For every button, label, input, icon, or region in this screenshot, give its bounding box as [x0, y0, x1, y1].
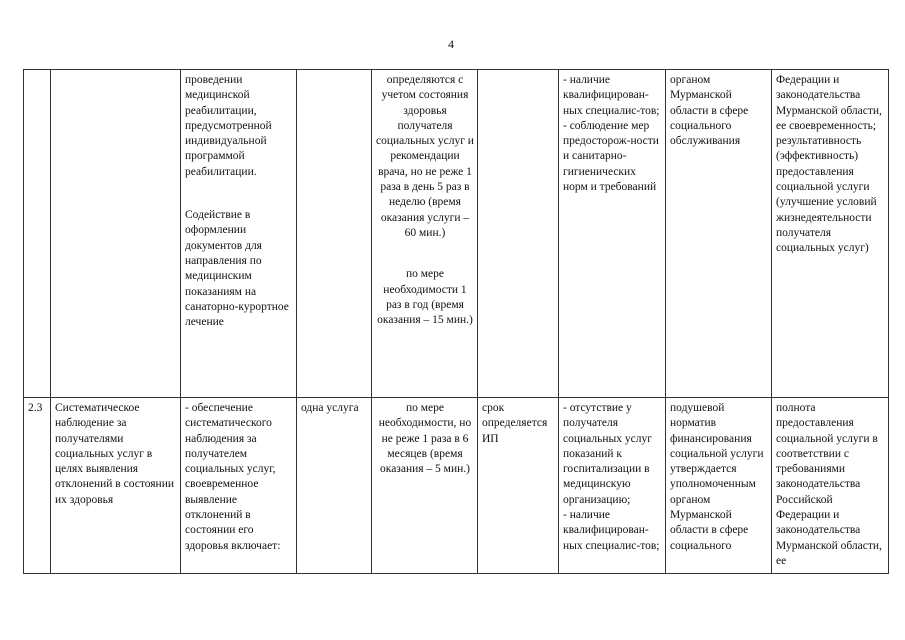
- cell-service-term: срок определяется ИП: [478, 398, 559, 574]
- cell-service-norm: подушевой норматив финансирования социальной услуги утверждается уполномоченным органом Мурманской области в сфере социального: [666, 398, 772, 574]
- cell-service-conditions: - отсутствие у получателя социальных услуг показаний к госпитализации в медицинскую организацию; - наличие квалифицирован-ных специалис-тов;: [559, 398, 666, 574]
- cell-indicators: Федерации и законодательства Мурманской области, ее своевременность; результативность (эффективность) предоставления социальной услуги (улучшение условий жизнедеятельности получателя социальных услуг): [772, 70, 889, 398]
- cell-service-periodicity: по мере необходимости, но не реже 1 раза в 6 месяцев (время оказания – 5 мин.): [372, 398, 478, 574]
- services-table: [23, 69, 889, 574]
- cell-num: 2.3: [24, 398, 51, 574]
- periodicity-text-sanatorium: по мере необходимости 1 раз в год (время оказания – 15 мин.): [377, 268, 473, 327]
- table-row-continued: [24, 70, 889, 398]
- cell-name-empty: [51, 70, 181, 398]
- cell-volume-empty: [297, 70, 372, 398]
- page-number: 4: [448, 37, 454, 51]
- cell-service-content: - обеспечение систематического наблюдения за получателем социальных услуг, своевременное выявление отклонений в состоянии его здоровья включает:: [181, 398, 297, 574]
- cell-periodicity: [372, 70, 478, 398]
- cell-service-indicators: полнота предоставления социальной услуги в соответствии с требованиями законодательства Российской Федерации и законодательства Мурманской области, ее: [772, 398, 889, 574]
- periodicity-text-rehab: определяются с учетом состояния здоровья получателя социальных услуг и рекомендации врача, но не реже 1 раза в день 5 раз в неделю (время оказания услуги – 60 мин.): [376, 74, 474, 239]
- table-row-2-3: [24, 398, 889, 574]
- cell-num-empty: [24, 70, 51, 398]
- cell-norm: органом Мурманской области в сфере социального обслуживания: [666, 70, 772, 398]
- cell-service-volume: одна услуга: [297, 398, 372, 574]
- cell-service-name: Систематическое наблюдение за получателями социальных услуг в целях выявления отклонений в состоянии их здоровья: [51, 398, 181, 574]
- cell-conditions: - наличие квалифицирован-ных специалис-тов; - соблюдение мер предосторож-ности и санитарно-гигиенических норм и требований: [559, 70, 666, 398]
- content-text-sanatorium: Содействие в оформлении документов для направления по медицинским показаниям на санаторно-курортное лечение: [185, 209, 289, 329]
- cell-content: [181, 70, 297, 398]
- content-text-rehab: проведении медицинской реабилитации, предусмотренной индивидуальной программой реабилитации.: [185, 74, 272, 178]
- cell-term-empty: [478, 70, 559, 398]
